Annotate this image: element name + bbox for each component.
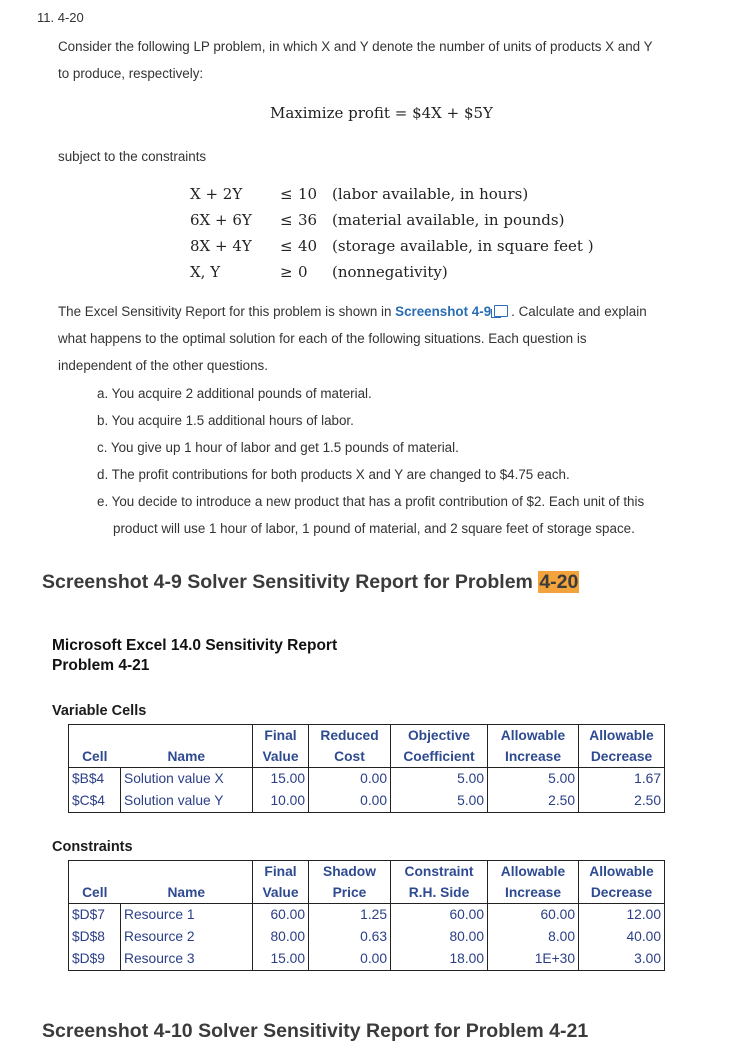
- constraint-lhs: 6X + 6Y: [190, 211, 252, 229]
- table-cell: 0.00: [309, 790, 391, 813]
- constraint-description: (labor available, in hours): [332, 185, 529, 203]
- screenshot-heading: [42, 571, 579, 594]
- constraint-lhs: 8X + 4Y: [190, 237, 252, 255]
- table-cell: $D$8: [69, 926, 121, 948]
- header-cell: Allowable: [488, 725, 579, 747]
- header-cell: Name: [121, 882, 253, 904]
- header-cell: Coefficient: [391, 746, 488, 768]
- question-text: You decide to introduce a new product that has a profit contribution of $2. Each unit of this: [111, 494, 645, 509]
- table-cell: 15.00: [253, 768, 309, 791]
- table-cell: 15.00: [253, 948, 309, 971]
- table-cell: 5.00: [391, 768, 488, 791]
- constraint-lhs: X + 2Y: [190, 185, 243, 203]
- problem-number: 11. 4-20: [37, 10, 84, 25]
- table-row: [69, 948, 665, 971]
- header-cell: [121, 861, 253, 883]
- question-text: The profit contributions for both products X and Y are changed to $4.75 each.: [111, 467, 570, 482]
- table-cell: 60.00: [488, 904, 579, 927]
- header-cell: Decrease: [579, 746, 665, 768]
- question-text-continued: product will use 1 hour of labor, 1 pound of material, and 2 square feet of storage space.: [113, 521, 635, 536]
- question-letter: b.: [97, 413, 109, 428]
- subject-to-label: subject to the constraints: [58, 149, 207, 164]
- table-row: [69, 904, 665, 927]
- variable-cells-title: Variable Cells: [52, 703, 147, 719]
- question-letter: a.: [97, 386, 109, 401]
- report-paragraph-line-2: what happens to the optimal solution for each of the following situations. Each question is: [58, 331, 587, 346]
- header-cell: [69, 725, 121, 747]
- constraint-description: (storage available, in square feet ): [332, 237, 594, 255]
- header-cell: Cell: [69, 746, 121, 768]
- report-paragraph-text: . Calculate and explain: [511, 304, 647, 319]
- constraints-title: Constraints: [52, 839, 133, 855]
- table-cell: $B$4: [69, 768, 121, 791]
- constraint-lhs: X, Y: [190, 263, 221, 281]
- table-row: [69, 926, 665, 948]
- constraint-relation: ≤: [280, 185, 293, 203]
- table-row: [69, 790, 665, 813]
- question-item: [97, 434, 717, 461]
- header-cell: Decrease: [579, 882, 665, 904]
- header-cell: Increase: [488, 882, 579, 904]
- table-cell: 0.63: [309, 926, 391, 948]
- table-cell: 3.00: [579, 948, 665, 971]
- table-cell: 60.00: [253, 904, 309, 927]
- table-cell: 5.00: [391, 790, 488, 813]
- header-cell: Allowable: [579, 861, 665, 883]
- table-cell: 60.00: [391, 904, 488, 927]
- intro-line-2: to produce, respectively:: [58, 66, 204, 81]
- table-cell: 10.00: [253, 790, 309, 813]
- table-cell: 5.00: [488, 768, 579, 791]
- header-cell: Cost: [309, 746, 391, 768]
- table-cell: Solution value X: [121, 768, 253, 791]
- table-cell: 1.67: [579, 768, 665, 791]
- header-cell: Cell: [69, 882, 121, 904]
- report-paragraph-text: The Excel Sensitivity Report for this problem is shown in: [58, 304, 396, 319]
- header-cell: Name: [121, 746, 253, 768]
- question-item: [97, 407, 717, 434]
- header-cell: [69, 861, 121, 883]
- table-cell: $D$7: [69, 904, 121, 927]
- header-cell: Final: [253, 725, 309, 747]
- table-cell: 2.50: [579, 790, 665, 813]
- table-header-row: [69, 882, 665, 904]
- constraint-description: (material available, in pounds): [332, 211, 565, 229]
- question-item: [97, 380, 717, 407]
- question-text: You acquire 2 additional pounds of material.: [111, 386, 372, 401]
- table-cell: 0.00: [309, 768, 391, 791]
- table-cell: 1.25: [309, 904, 391, 927]
- table-cell: Solution value Y: [121, 790, 253, 813]
- table-cell: 0.00: [309, 948, 391, 971]
- question-letter: d.: [97, 467, 109, 482]
- table-cell: 40.00: [579, 926, 665, 948]
- header-cell: Allowable: [579, 725, 665, 747]
- header-cell: Final: [253, 861, 309, 883]
- report-title: [52, 636, 337, 676]
- highlighted-problem-number: 4-20: [539, 571, 579, 593]
- header-cell: Price: [309, 882, 391, 904]
- report-paragraph: [58, 298, 718, 379]
- table-header-row: [69, 725, 665, 747]
- header-cell: R.H. Side: [391, 882, 488, 904]
- table-cell: $D$9: [69, 948, 121, 971]
- screenshot-4-9-link[interactable]: Screenshot 4-9: [395, 304, 492, 319]
- question-text: You acquire 1.5 additional hours of labor.: [111, 413, 354, 428]
- open-popup-icon[interactable]: [494, 305, 508, 317]
- constraint-relation: ≤: [280, 211, 293, 229]
- constraint-description: (nonnegativity): [332, 263, 448, 281]
- report-title-line-1: Microsoft Excel 14.0 Sensitivity Report: [52, 637, 338, 654]
- question-letter: e.: [97, 494, 109, 509]
- header-cell: Value: [253, 746, 309, 768]
- header-cell: Increase: [488, 746, 579, 768]
- next-screenshot-heading: Screenshot 4-10 Solver Sensitivity Report for Problem 4-21: [42, 1020, 589, 1042]
- question-item: [97, 488, 717, 542]
- table-cell: 2.50: [488, 790, 579, 813]
- constraint-relation: ≤: [280, 237, 293, 255]
- constraint-rhs: 10: [298, 185, 318, 203]
- report-paragraph-line-1: [58, 298, 718, 325]
- constraint-rhs: 36: [298, 211, 318, 229]
- constraints-table: [68, 860, 665, 971]
- table-cell: 12.00: [579, 904, 665, 927]
- screenshot-heading-text: Screenshot 4-9 Solver Sensitivity Report for Problem: [42, 571, 539, 593]
- objective-function: Maximize profit = $4X + $5Y: [270, 104, 493, 122]
- problem-intro: [58, 33, 718, 87]
- table-cell: Resource 3: [121, 948, 253, 971]
- header-cell: [121, 725, 253, 747]
- question-item: [97, 461, 717, 488]
- question-text: You give up 1 hour of labor and get 1.5 pounds of material.: [110, 440, 459, 455]
- header-cell: Allowable: [488, 861, 579, 883]
- table-cell: 8.00: [488, 926, 579, 948]
- report-title-line-2: Problem 4-21: [52, 657, 150, 674]
- table-cell: Resource 1: [121, 904, 253, 927]
- table-cell: 18.00: [391, 948, 488, 971]
- table-header-row: [69, 746, 665, 768]
- report-paragraph-line-3: independent of the other questions.: [58, 358, 268, 373]
- table-row: [69, 768, 665, 791]
- table-cell: $C$4: [69, 790, 121, 813]
- question-letter: c.: [97, 440, 108, 455]
- variable-cells-table: [68, 724, 665, 813]
- header-cell: Value: [253, 882, 309, 904]
- table-cell: 1E+30: [488, 948, 579, 971]
- table-cell: 80.00: [391, 926, 488, 948]
- table-header-row: [69, 861, 665, 883]
- table-cell: Resource 2: [121, 926, 253, 948]
- intro-line-1: Consider the following LP problem, in which X and Y denote the number of units of products X and Y: [58, 39, 653, 54]
- header-cell: Constraint: [391, 861, 488, 883]
- header-cell: Reduced: [309, 725, 391, 747]
- header-cell: Shadow: [309, 861, 391, 883]
- constraint-relation: ≥: [280, 263, 293, 281]
- constraint-rhs: 40: [298, 237, 318, 255]
- header-cell: Objective: [391, 725, 488, 747]
- constraint-rhs: 0: [298, 263, 308, 281]
- table-cell: 80.00: [253, 926, 309, 948]
